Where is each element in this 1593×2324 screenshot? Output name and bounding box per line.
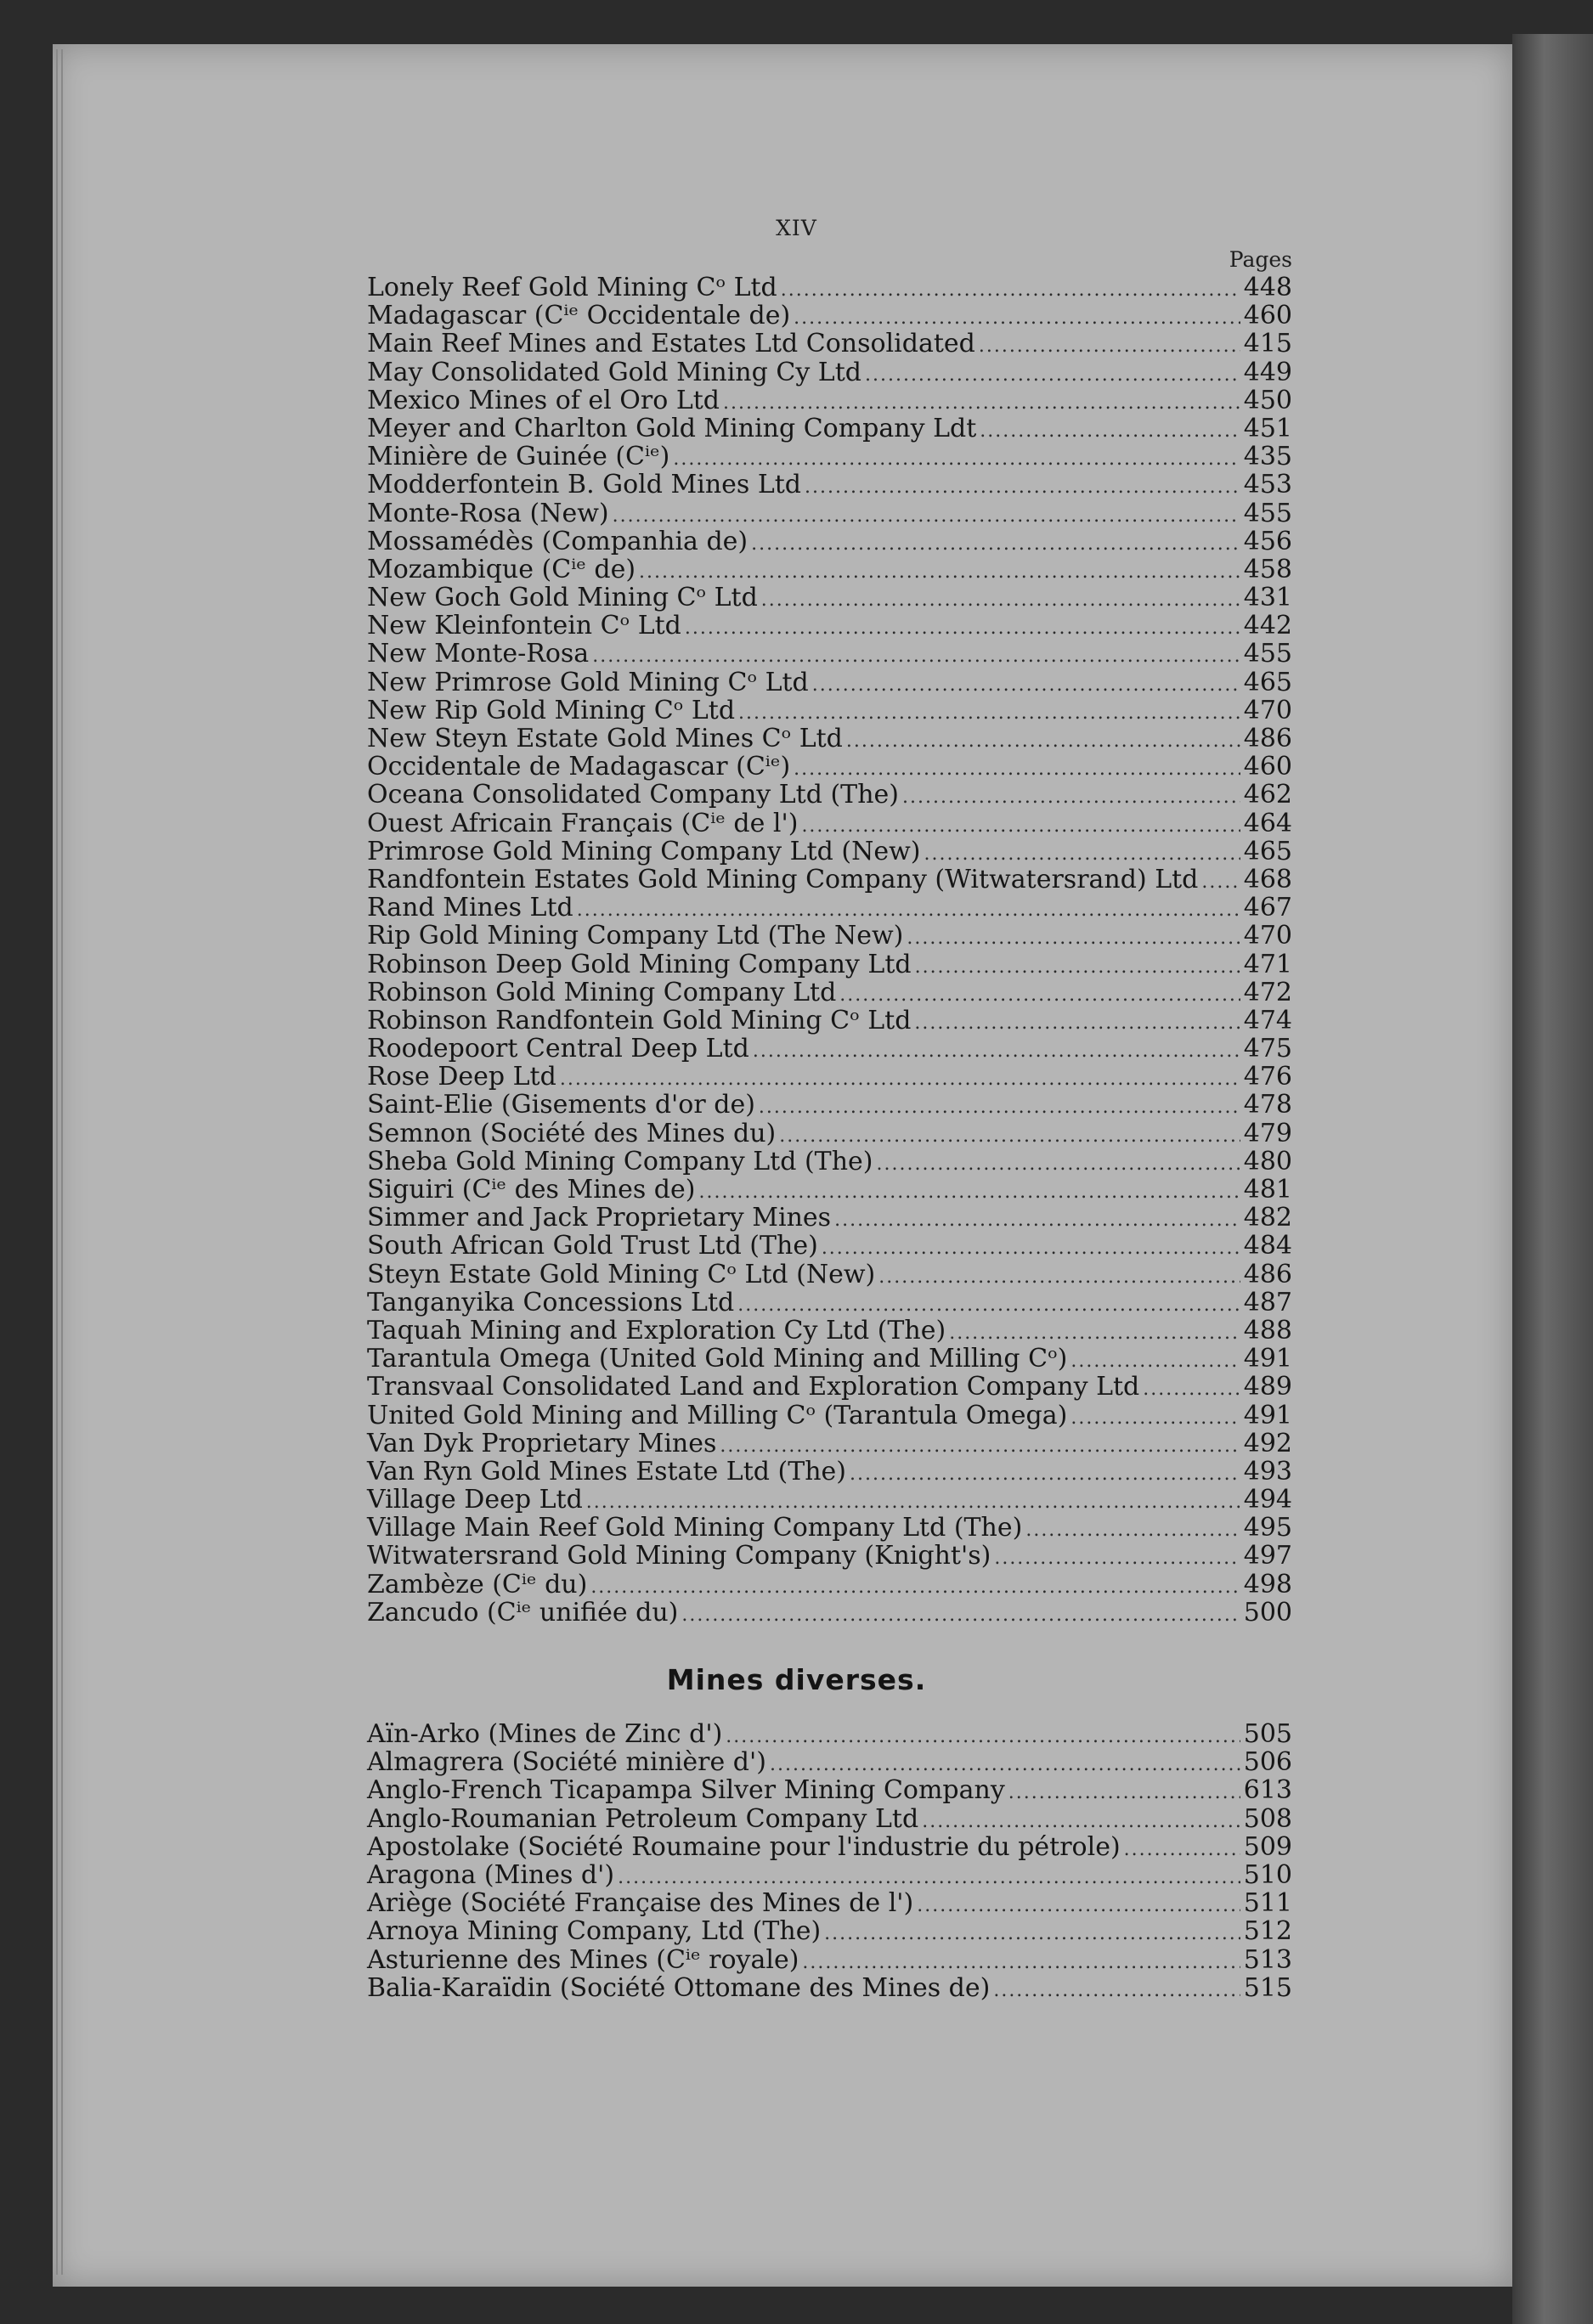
dot-leader: [751, 530, 1240, 558]
entry-name: Mozambique (Cⁱᵉ de): [367, 554, 636, 584]
entry-name: Aïn-Arko (Mines de Zinc d'): [367, 1719, 723, 1749]
dot-leader: [720, 1432, 1240, 1460]
entry-page-number: 460: [1243, 301, 1292, 331]
dot-leader: [915, 953, 1240, 981]
entry-name: Ouest Africain Français (Cⁱᵉ de l'): [367, 808, 799, 838]
dot-leader: [834, 1206, 1240, 1234]
entry-page-number: 478: [1243, 1090, 1292, 1120]
entry-name: Semnon (Société des Mines du): [367, 1118, 777, 1148]
entry-page-number: 509: [1243, 1831, 1292, 1862]
entry-page-number: 471: [1243, 949, 1292, 979]
index-entry: [367, 1861, 1292, 1889]
index-entry: [367, 1486, 1292, 1514]
entry-name: Primrose Gold Mining Company Ltd (New): [367, 836, 921, 866]
index-entry: [367, 697, 1292, 725]
entry-name: Van Ryn Gold Mines Estate Ltd (The): [367, 1456, 846, 1486]
entry-page-number: 431: [1243, 583, 1292, 613]
dot-leader: [907, 924, 1240, 952]
index-entry: [367, 809, 1292, 838]
index-entry: [367, 838, 1292, 866]
index-entry: [367, 1571, 1292, 1599]
entry-name: Taquah Mining and Exploration Cy Ltd (The): [367, 1315, 946, 1345]
index-entry: [367, 1091, 1292, 1119]
entry-page-number: 450: [1243, 385, 1292, 415]
entry-page-number: 491: [1243, 1400, 1292, 1430]
entry-name: Aragona (Mines d'): [367, 1859, 615, 1890]
entry-name: Meyer and Charlton Gold Mining Company Ldt: [367, 413, 977, 443]
index-entry: [367, 612, 1292, 640]
index-entry: [367, 499, 1292, 527]
entry-page-number: 442: [1243, 611, 1292, 641]
index-entry: [367, 1148, 1292, 1176]
entry-name: May Consolidated Gold Mining Cy Ltd: [367, 357, 861, 387]
entry-page-number: 455: [1243, 498, 1292, 528]
index-entry: [367, 556, 1292, 584]
entry-name: Witwatersrand Gold Mining Company (Knight's): [367, 1541, 991, 1571]
section-heading: Mines diverses.: [666, 1663, 927, 1696]
entry-name: Lonely Reef Gold Mining Cᵒ Ltd: [367, 273, 777, 302]
entry-name: Rip Gold Mining Company Ltd (The New): [367, 921, 904, 951]
index-entry: [367, 584, 1292, 612]
entry-page-number: 500: [1243, 1597, 1292, 1627]
entry-page-number: 435: [1243, 442, 1292, 472]
entry-name: Ariège (Société Française des Mines de l'): [367, 1888, 914, 1919]
dot-leader: [590, 1573, 1240, 1601]
entry-name: Madagascar (Cⁱᵉ Occidentale de): [367, 301, 791, 331]
index-entry: [367, 894, 1292, 922]
entry-page-number: 510: [1243, 1859, 1292, 1890]
entry-name: New Rip Gold Mining Cᵒ Ltd: [367, 695, 736, 725]
book-spine: [1512, 34, 1593, 2324]
dot-leader: [802, 1949, 1240, 1977]
entry-name: Randfontein Estates Gold Mining Company (Witwatersrand) Ltd: [367, 864, 1199, 894]
entry-name: Village Main Reef Gold Mining Company Ltd (The): [367, 1513, 1023, 1543]
index-entry: [367, 668, 1292, 697]
index-entry: [367, 1974, 1292, 2002]
entry-name: Steyn Estate Gold Mining Cᵒ Ltd (New): [367, 1259, 876, 1289]
entry-page-number: 498: [1243, 1569, 1292, 1599]
index-entry: [367, 1317, 1292, 1345]
dot-leader: [1025, 1516, 1240, 1544]
entry-name: United Gold Mining and Milling Cᵒ (Tarantula Omega): [367, 1400, 1068, 1430]
index-entry: [367, 1402, 1292, 1430]
entry-name: Anglo-Roumanian Petroleum Company Ltd: [367, 1803, 919, 1834]
index-entry: [367, 1889, 1292, 1917]
page-number: XIV: [776, 216, 817, 240]
index-entry: [367, 415, 1292, 443]
dot-leader: [914, 1009, 1240, 1037]
entry-name: Mossamédès (Companhia de): [367, 526, 748, 556]
index-entry: [367, 1430, 1292, 1458]
dot-leader: [723, 389, 1240, 417]
entry-name: Occidentale de Madagascar (Cⁱᵉ): [367, 752, 791, 782]
index-list: [367, 274, 1292, 1627]
entry-name: Mexico Mines of el Oro Ltd: [367, 385, 720, 415]
section-index-list: [367, 1720, 1292, 2002]
entry-name: Arnoya Mining Company, Ltd (The): [367, 1916, 822, 1947]
entry-page-number: 460: [1243, 752, 1292, 782]
entry-page-number: 481: [1243, 1175, 1292, 1204]
entry-page-number: 467: [1243, 893, 1292, 923]
entry-name: Modderfontein B. Gold Mines Ltd: [367, 470, 802, 500]
entry-page-number: 470: [1243, 695, 1292, 725]
entry-page-number: 505: [1243, 1719, 1292, 1749]
index-entry: [367, 1805, 1292, 1833]
entry-name: Van Dyk Proprietary Mines: [367, 1428, 717, 1458]
entry-page-number: 465: [1243, 667, 1292, 697]
dot-leader: [993, 1977, 1240, 2005]
dot-leader: [979, 332, 1240, 360]
index-entry: [367, 1514, 1292, 1542]
entry-page-number: 482: [1243, 1203, 1292, 1233]
page-edge: [56, 49, 58, 2275]
dot-leader: [1008, 1779, 1240, 1807]
index-entry: [367, 725, 1292, 753]
entry-name: New Monte-Rosa: [367, 639, 590, 669]
entry-name: Main Reef Mines and Estates Ltd Consolidated: [367, 329, 975, 359]
dot-leader: [592, 642, 1240, 670]
entry-page-number: 488: [1243, 1315, 1292, 1345]
index-entry: [367, 640, 1292, 668]
index-entry: [367, 781, 1292, 809]
entry-page-number: 451: [1243, 413, 1292, 443]
dot-leader: [922, 1808, 1240, 1836]
entry-page-number: 493: [1243, 1456, 1292, 1486]
entry-name: Zambèze (Cⁱᵉ du): [367, 1569, 588, 1599]
entry-name: New Goch Gold Mining Cᵒ Ltd: [367, 583, 758, 613]
entry-name: Oceana Consolidated Company Ltd (The): [367, 780, 899, 810]
entry-name: Minière de Guinée (Cⁱᵉ): [367, 442, 670, 472]
index-entry: [367, 1289, 1292, 1317]
index-entry: [367, 443, 1292, 471]
index-entry: [367, 274, 1292, 302]
index-entry: [367, 1776, 1292, 1804]
entry-page-number: 449: [1243, 357, 1292, 387]
dot-leader: [865, 361, 1240, 389]
dot-leader: [1143, 1375, 1240, 1403]
index-entry: [367, 1833, 1292, 1861]
index-entry: [367, 1748, 1292, 1776]
dot-leader: [779, 1122, 1240, 1150]
dot-leader: [781, 276, 1240, 304]
dot-leader: [994, 1544, 1240, 1572]
index-entry: [367, 1946, 1292, 1974]
dot-leader: [685, 614, 1240, 642]
index-entry: [367, 1176, 1292, 1204]
index-entry: [367, 1720, 1292, 1748]
entry-name: Siguiri (Cⁱᵉ des Mines de): [367, 1175, 696, 1204]
dot-leader: [805, 473, 1240, 501]
index-entry: [367, 1007, 1292, 1035]
dot-leader: [924, 840, 1240, 868]
index-entry: [367, 1373, 1292, 1401]
entry-name: Sheba Gold Mining Company Ltd (The): [367, 1146, 873, 1176]
entry-name: Balia-Karaïdin (Société Ottomane des Mines de): [367, 1972, 991, 2003]
dot-leader: [822, 1234, 1240, 1262]
entry-name: New Kleinfontein Cᵒ Ltd: [367, 611, 681, 641]
entry-page-number: 486: [1243, 1259, 1292, 1289]
index-entry: [367, 1458, 1292, 1486]
entry-page-number: 506: [1243, 1747, 1292, 1778]
dot-leader: [726, 1723, 1240, 1751]
entry-page-number: 472: [1243, 977, 1292, 1007]
entry-name: Roodepoort Central Deep Ltd: [367, 1034, 749, 1064]
entry-name: Simmer and Jack Proprietary Mines: [367, 1203, 832, 1233]
entry-page-number: 480: [1243, 1146, 1292, 1176]
entry-page-number: 486: [1243, 724, 1292, 753]
entry-page-number: 479: [1243, 1118, 1292, 1148]
page-edge: [61, 49, 63, 2275]
entry-name: South African Gold Trust Ltd (The): [367, 1231, 818, 1261]
entry-name: Rand Mines Ltd: [367, 893, 573, 923]
dot-leader: [753, 1037, 1240, 1065]
index-entry: [367, 1599, 1292, 1627]
dot-leader: [980, 417, 1240, 445]
dot-leader: [824, 1920, 1240, 1948]
dot-leader: [613, 502, 1240, 530]
index-entry: [367, 1035, 1292, 1063]
index-entry: [367, 1917, 1292, 1945]
entry-name: New Steyn Estate Gold Mines Cᵒ Ltd: [367, 724, 843, 753]
index-entry: [367, 950, 1292, 979]
pages-column-label: Pages: [1229, 247, 1292, 272]
entry-name: Robinson Randfontein Gold Mining Cᵒ Ltd: [367, 1005, 912, 1035]
index-entry: [367, 1120, 1292, 1148]
dot-leader: [681, 1601, 1240, 1629]
entry-page-number: 475: [1243, 1034, 1292, 1064]
entry-page-number: 613: [1243, 1775, 1292, 1806]
entry-name: Tarantula Omega (United Gold Mining and Milling Cᵒ): [367, 1344, 1068, 1374]
index-entry: [367, 1345, 1292, 1373]
entry-name: Robinson Gold Mining Company Ltd: [367, 977, 837, 1007]
index-entry: [367, 1542, 1292, 1570]
index-entry: [367, 358, 1292, 386]
index-entry: [367, 922, 1292, 950]
dot-leader: [917, 1892, 1240, 1920]
dot-leader: [1070, 1404, 1240, 1432]
index-entry: [367, 979, 1292, 1007]
entry-page-number: 491: [1243, 1344, 1292, 1374]
entry-page-number: 508: [1243, 1803, 1292, 1834]
index-entry: [367, 386, 1292, 415]
index-entry: [367, 330, 1292, 358]
entry-page-number: 448: [1243, 273, 1292, 302]
entry-page-number: 484: [1243, 1231, 1292, 1261]
dot-leader: [801, 812, 1240, 840]
entry-page-number: 470: [1243, 921, 1292, 951]
entry-page-number: 455: [1243, 639, 1292, 669]
entry-name: Zancudo (Cⁱᵉ unifiée du): [367, 1597, 679, 1627]
dot-leader: [759, 1093, 1240, 1121]
entry-page-number: 464: [1243, 808, 1292, 838]
entry-page-number: 494: [1243, 1485, 1292, 1515]
entry-page-number: 458: [1243, 554, 1292, 584]
entry-page-number: 512: [1243, 1916, 1292, 1947]
entry-page-number: 474: [1243, 1005, 1292, 1035]
dot-leader: [1201, 868, 1240, 896]
entry-page-number: 497: [1243, 1541, 1292, 1571]
entry-name: Monte-Rosa (New): [367, 498, 609, 528]
index-entry: [367, 1063, 1292, 1091]
entry-page-number: 415: [1243, 329, 1292, 359]
entry-page-number: 492: [1243, 1428, 1292, 1458]
entry-page-number: 456: [1243, 526, 1292, 556]
entry-name: Village Deep Ltd: [367, 1485, 583, 1515]
entry-name: Apostolake (Société Roumaine pour l'industrie du pétrole): [367, 1831, 1121, 1862]
dot-leader: [902, 783, 1240, 811]
entry-name: New Primrose Gold Mining Cᵒ Ltd: [367, 667, 809, 697]
entry-name: Anglo-French Ticapampa Silver Mining Company: [367, 1775, 1005, 1806]
entry-page-number: 495: [1243, 1513, 1292, 1543]
entry-page-number: 476: [1243, 1062, 1292, 1092]
index-entry: [367, 302, 1292, 330]
entry-name: Robinson Deep Gold Mining Company Ltd: [367, 949, 912, 979]
entry-page-number: 453: [1243, 470, 1292, 500]
dot-leader: [737, 1291, 1240, 1319]
dot-leader: [1124, 1836, 1240, 1864]
index-entry: [367, 866, 1292, 894]
index-entry: [367, 1204, 1292, 1232]
entry-page-number: 462: [1243, 780, 1292, 810]
entry-page-number: 489: [1243, 1372, 1292, 1402]
dot-leader: [846, 727, 1240, 755]
dot-leader: [878, 1263, 1240, 1291]
entry-name: Saint-Elie (Gisements d'or de): [367, 1090, 755, 1120]
dot-leader: [850, 1460, 1240, 1488]
index-entry: [367, 471, 1292, 499]
index-entry: [367, 1232, 1292, 1260]
entry-name: Rose Deep Ltd: [367, 1062, 556, 1092]
entry-page-number: 465: [1243, 836, 1292, 866]
entry-page-number: 515: [1243, 1972, 1292, 2003]
index-entry: [367, 1261, 1292, 1289]
entry-page-number: 468: [1243, 864, 1292, 894]
entry-page-number: 513: [1243, 1944, 1292, 1975]
entry-name: Tanganyika Concessions Ltd: [367, 1287, 735, 1317]
dot-leader: [839, 981, 1240, 1009]
entry-page-number: 511: [1243, 1888, 1292, 1919]
dot-leader: [876, 1150, 1240, 1178]
entry-page-number: 487: [1243, 1287, 1292, 1317]
dot-leader: [761, 586, 1240, 614]
entry-name: Transvaal Consolidated Land and Exploration Company Ltd: [367, 1372, 1140, 1402]
entry-name: Almagrera (Société minière d'): [367, 1747, 766, 1778]
entry-name: Asturienne des Mines (Cⁱᵉ royale): [367, 1944, 799, 1975]
index-entry: [367, 527, 1292, 556]
index-entry: [367, 753, 1292, 781]
dot-leader: [812, 671, 1240, 699]
